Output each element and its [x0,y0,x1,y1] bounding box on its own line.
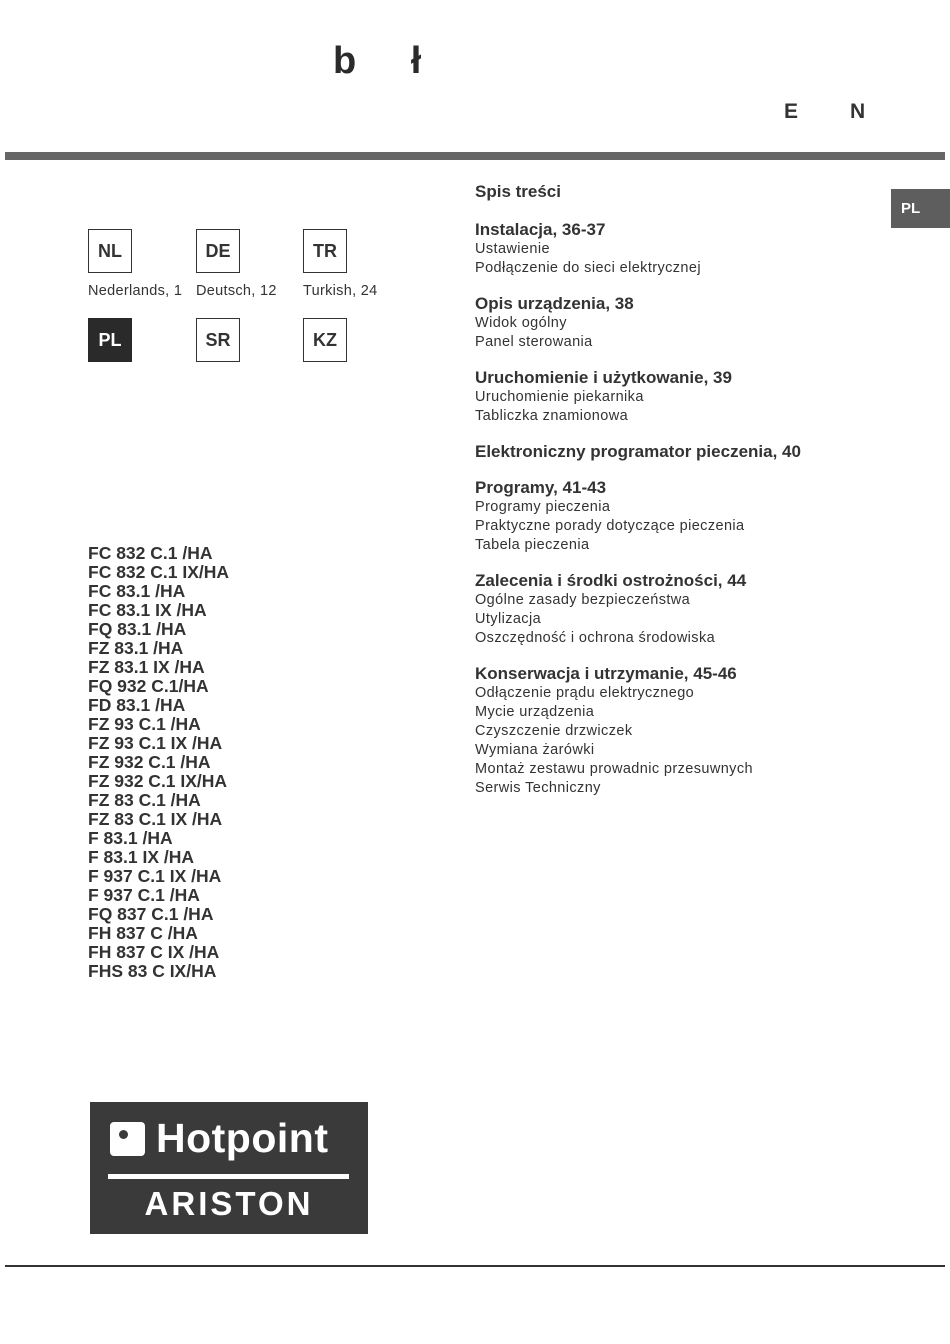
toc-item[interactable]: Oszczędność i ochrona środowiska [475,630,716,646]
model-item: FQ 932 C.1/HA [88,676,209,696]
lang-nl-button[interactable]: NL [88,229,132,273]
model-item: FZ 932 C.1 IX/HA [88,771,228,791]
lang-tr-button[interactable]: TR [303,229,347,273]
toc-item[interactable]: Montaż zestawu prowadnic przesuwnych [475,761,753,777]
toc-item[interactable]: Odłączenie prądu elektrycznego [475,685,695,701]
model-item: FC 832 C.1 IX/HA [88,562,230,582]
model-item: F 83.1 /HA [88,828,173,848]
model-item: FQ 837 C.1 /HA [88,904,214,924]
toc-item[interactable]: Tabela pieczenia [475,537,590,553]
toc-item[interactable]: Serwis Techniczny [475,780,601,796]
lang-tr-caption: Turkish, 24 [303,283,378,299]
toc-section-heading[interactable]: Elektroniczny programator pieczenia, 40 [475,442,801,461]
header-glyphs: b ł [333,40,444,82]
model-item: FC 83.1 IX /HA [88,600,207,620]
toc-item[interactable]: Uruchomienie piekarnika [475,389,644,405]
model-item: FZ 932 C.1 /HA [88,752,211,772]
toc-section-heading[interactable]: Konserwacja i utrzymanie, 45-46 [475,664,737,683]
toc-section-heading[interactable]: Zalecenia i środki ostrożności, 44 [475,571,747,590]
model-item: FH 837 C IX /HA [88,942,220,962]
toc-item[interactable]: Utylizacja [475,611,542,627]
lang-nl-caption: Nederlands, 1 [88,283,183,299]
bottom-divider [5,1265,945,1267]
model-item: FZ 83 C.1 /HA [88,790,201,810]
model-item: F 83.1 IX /HA [88,847,195,867]
toc-item[interactable]: Praktyczne porady dotyczące pieczenia [475,518,745,534]
model-item: FD 83.1 /HA [88,695,186,715]
toc-item[interactable]: Programy pieczenia [475,499,611,515]
toc-item[interactable]: Wymiana żarówki [475,742,595,758]
lang-de-button[interactable]: DE [196,229,240,273]
toc-section [475,442,885,462]
model-item: FZ 93 C.1 /HA [88,714,201,734]
toc-item[interactable]: Widok ogólny [475,315,567,331]
toc-item[interactable]: Czyszczenie drzwiczek [475,723,633,739]
toc-section [475,220,885,278]
toc-section [475,664,885,798]
toc-section-heading[interactable]: Programy, 41-43 [475,478,607,497]
logo-brand-text: Hotpoint [156,1115,329,1161]
model-list [88,544,229,981]
model-item: FZ 83.1 IX /HA [88,657,205,677]
table-of-contents [475,182,885,814]
toc-section-heading[interactable]: Instalacja, 36-37 [475,220,606,239]
lang-de-caption: Deutsch, 12 [196,283,277,299]
lang-sr-button[interactable]: SR [196,318,240,362]
toc-section [475,571,885,648]
toc-item[interactable]: Podłączenie do sieci elektrycznej [475,260,701,276]
model-item: FC 83.1 /HA [88,581,186,601]
toc-title: Spis treści [475,182,561,201]
toc-section [475,294,885,352]
logo-sub-text: ARISTON [144,1185,314,1222]
top-divider [5,152,945,160]
logo-square-icon [110,1122,145,1156]
lang-pl-button[interactable]: PL [88,318,132,362]
toc-item[interactable]: Panel sterowania [475,334,593,350]
model-item: FZ 83.1 /HA [88,638,184,658]
toc-item[interactable]: Tabliczka znamionowa [475,408,629,424]
toc-item[interactable]: Mycie urządzenia [475,704,595,720]
model-item: FC 832 C.1 /HA [88,543,213,563]
toc-item[interactable]: Ogólne zasady bezpieczeństwa [475,592,691,608]
header-letter-n: N [850,100,866,123]
toc-section [475,368,885,426]
logo-divider [108,1174,349,1179]
lang-kz-button[interactable]: KZ [303,318,347,362]
model-item: FZ 93 C.1 IX /HA [88,733,223,753]
model-item: FHS 83 C IX/HA [88,961,217,981]
model-item: FQ 83.1 /HA [88,619,187,639]
header-letter-e: E [784,100,799,123]
model-item: F 937 C.1 IX /HA [88,866,222,886]
language-side-tab: PL [891,189,950,228]
model-item: F 937 C.1 /HA [88,885,200,905]
hotpoint-ariston-logo [90,1102,368,1234]
model-item: FH 837 C /HA [88,923,198,943]
toc-section [475,478,885,555]
model-item: FZ 83 C.1 IX /HA [88,809,223,829]
toc-section-heading[interactable]: Uruchomienie i użytkowanie, 39 [475,368,732,387]
logo-dot [119,1130,128,1139]
toc-section-heading[interactable]: Opis urządzenia, 38 [475,294,634,313]
toc-item[interactable]: Ustawienie [475,241,550,257]
